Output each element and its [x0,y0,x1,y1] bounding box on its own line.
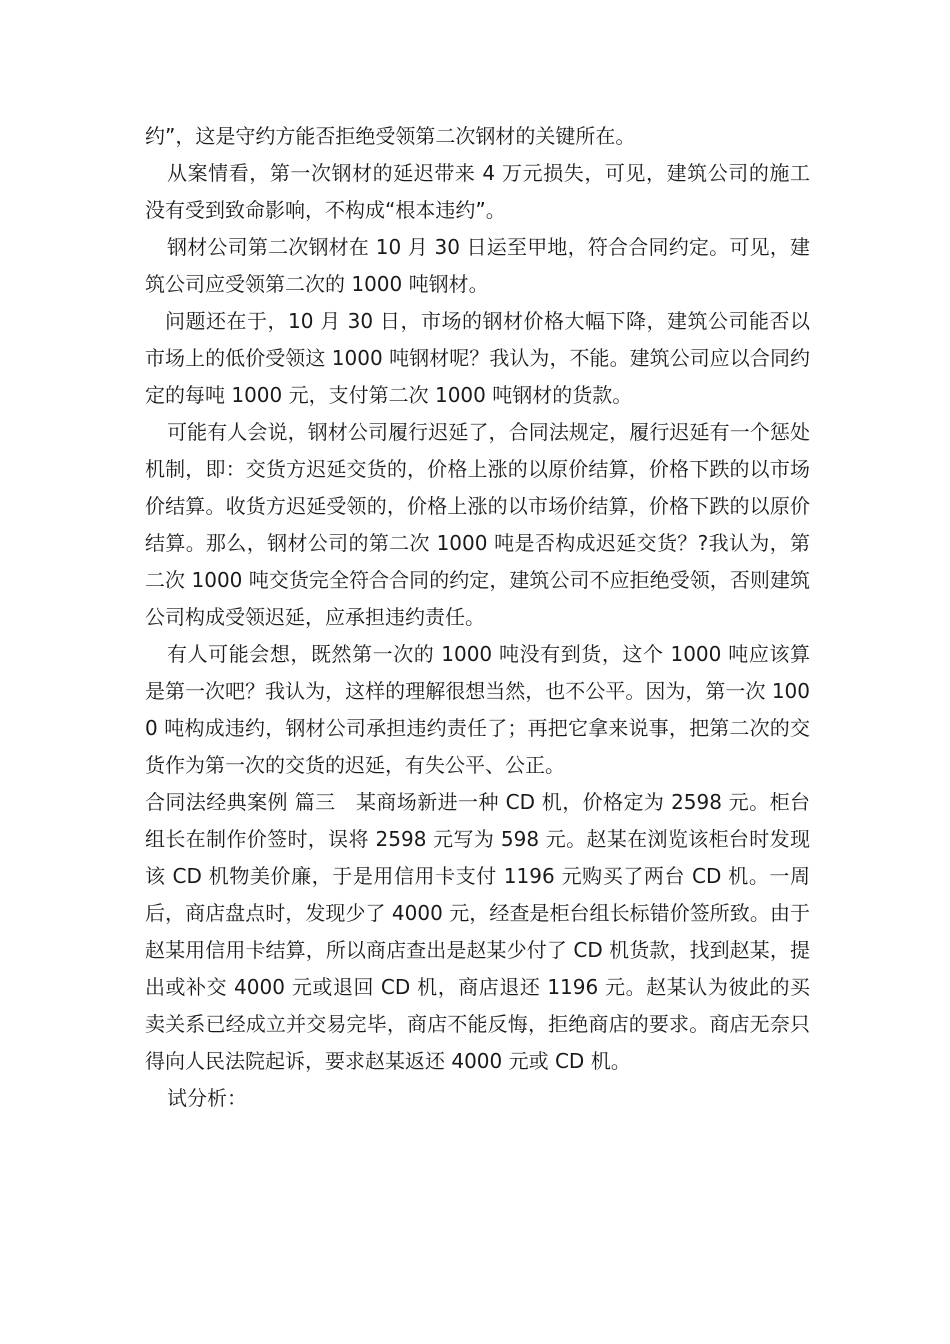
paragraph-continuation: 约”，这是守约方能否拒绝受领第二次钢材的关键所在。 [145,124,636,148]
document-page [145,118,810,1117]
paragraph-case-three: 合同法经典案例 篇三 某商场新进一种 CD 机，价格定为 2598 元。柜台组长在制作价签时，误将 2598 元写为 598 元。赵某在浏览该柜台时发现该 CD 机物美价廉，于是用信用卡支付 1196 元购买了两台 CD 机。一周后，商店盘点时，发现少了 4000 元，经查是柜台组长标错价签所致。由于赵某用信用卡结算，所以商店查出是赵某少付了 CD 机货款，找到赵某，提出或补交 4000 元或退回 CD 机，商店退还 1196 元。赵某认为彼此的买卖关系已经成立并交易完毕，商店不能反悔，拒绝商店的要求。商店无奈只得向人民法院起诉，要求赵某返还 4000 元或 CD 机。 [145,790,810,1073]
paragraph-price-question: 问题还在于，10 月 30 日，市场的钢材价格大幅下降，建筑公司能否以市场上的低价受领这 1000 吨钢材呢？我认为，不能。建筑公司应以合同约定的每吨 1000 元，支付第二次 1000 吨钢材的货款。 [145,309,810,407]
paragraph-second-delivery: 钢材公司第二次钢材在 10 月 30 日运至甲地，符合合同约定。可见，建筑公司应受领第二次的 1000 吨钢材。 [145,235,810,296]
paragraph-case-analysis: 从案情看，第一次钢材的延迟带来 4 万元损失，可见，建筑公司的施工没有受到致命影响，不构成“根本违约”。 [145,161,810,222]
paragraph-fairness: 有人可能会想，既然第一次的 1000 吨没有到货，这个 1000 吨应该算是第一次吧？我认为，这样的理解很想当然，也不公平。因为，第一次 1000 吨构成违约，钢材公司承担违约责任了；再把它拿来说事，把第二次的交货作为第一次的交货的迟延，有失公平、公正。 [145,642,810,777]
paragraph-delay-mechanism: 可能有人会说，钢材公司履行迟延了，合同法规定，履行迟延有一个惩处机制，即：交货方迟延交货的，价格上涨的以原价结算，价格下跌的以市场价结算。收货方迟延受领的，价格上涨的以市场价结算，价格下跌的以原价结算。那么，钢材公司的第二次 1000 吨是否构成迟延交货？?我认为，第二次 1000 吨交货完全符合合同的约定，建筑公司不应拒绝受领，否则建筑公司构成受领迟延，应承担违约责任。 [145,420,810,629]
paragraph-analysis-prompt: 试分析： [167,1086,247,1110]
